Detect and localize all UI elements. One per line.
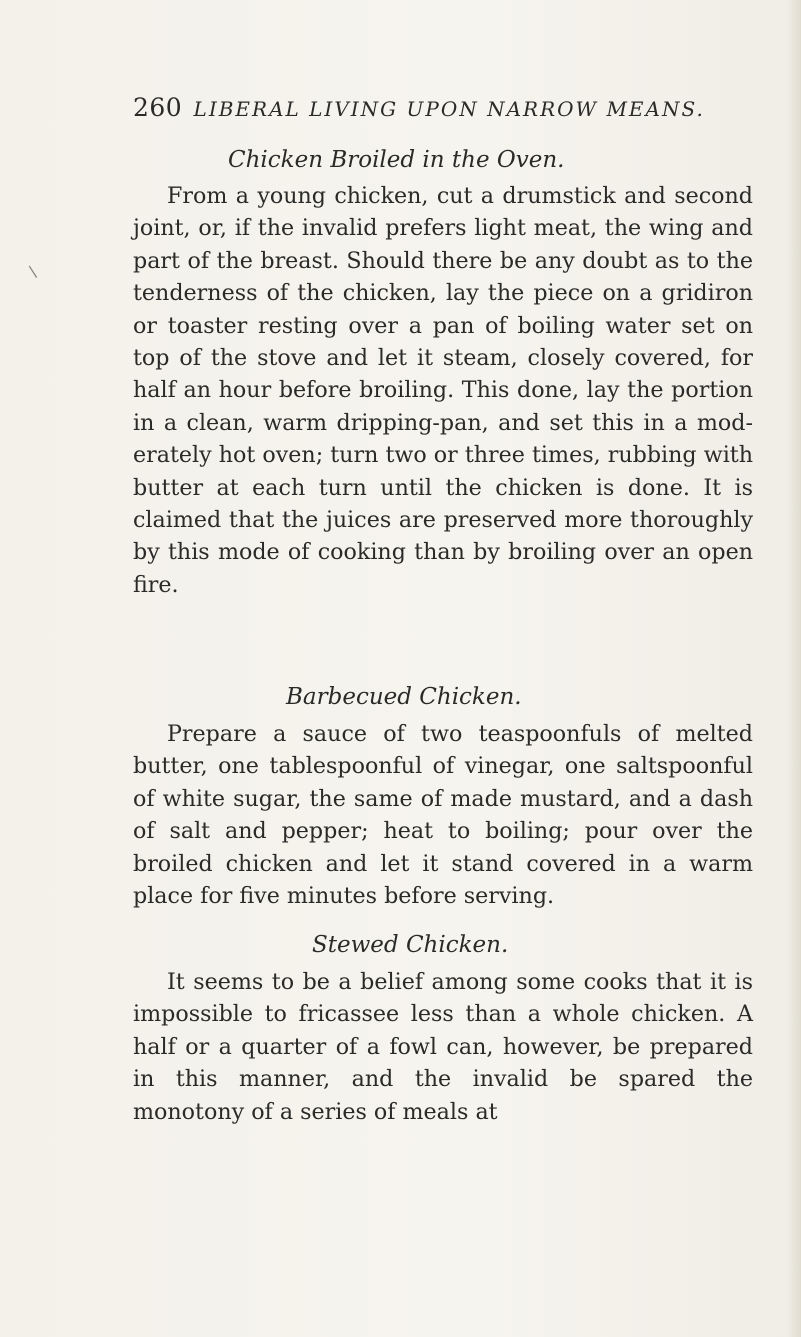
paper-mark: / xyxy=(23,263,42,280)
section-text-stewed-chicken: It seems to be a belief among some cooks that it is impossible to fricassee less than a whole chicken. A half or a quarter of a fowl can, however, be prepared in this manner, and the invalid be spared the monotony of a series of meals at xyxy=(133,969,753,1125)
running-title: LIBERAL LIVING UPON NARROW MEANS. xyxy=(193,97,705,121)
section-text-barbecued-chicken: Prepare a sauce of two teaspoonfuls of melted butter, one tablespoonful of vinegar, one saltspoonful of white sugar, the same of made mustard, and a dash of salt and pepper; heat to boiling; pour over the broiled chicken and let it stand covered in a warm place for five minutes before serving. xyxy=(133,721,753,910)
page-number: 260 xyxy=(133,93,183,122)
page-edge-shadow xyxy=(787,0,801,1337)
running-header xyxy=(133,93,705,122)
section-title-barbecued-chicken: Barbecued Chicken. xyxy=(286,684,522,710)
section-title-stewed-chicken: Stewed Chicken. xyxy=(312,932,509,958)
section-text-chicken-broiled: From a young chicken, cut a drumstick and second joint, or, if the invalid prefers light meat, the wing and part of the breast. Should there be any doubt as to the tenderness of the chicken, lay the piece on a gridiron or toaster resting over a pan of boiling water set on top of the stove and let it steam, closely covered, for half an hour before broiling. This done, lay the portion in a clean, warm dripping-pan, and set this in a moderately hot oven; turn two or three times, rubbing with butter at each turn until the chicken is done. It is claimed that the juices are preserved more thoroughly by this mode of cooking than by broiling over an open fire. xyxy=(133,183,753,598)
section-title-chicken-broiled: Chicken Broiled in the Oven. xyxy=(228,147,565,173)
